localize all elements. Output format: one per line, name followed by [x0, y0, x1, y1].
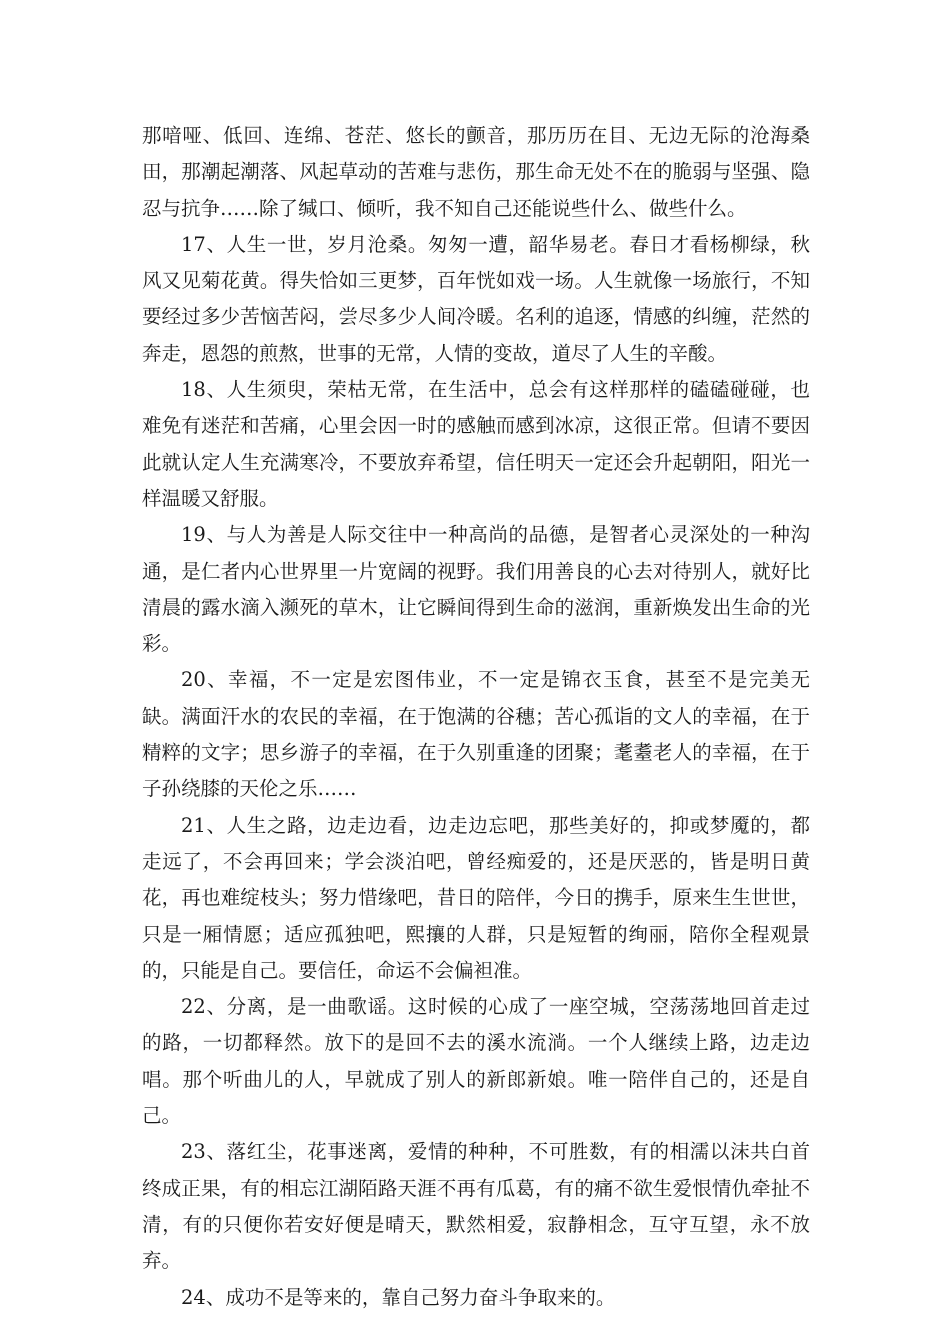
paragraph-21: 21、人生之路，边走边看，边走边忘吧，那些美好的，抑或梦魇的，都走远了，不会再回来；学会淡泊吧，曾经痴爱的，还是厌恶的，皆是明日黄花，再也难绽枝头；努力惜缘吧，昔日的陪伴，今日的携手，原来生生世世，只是一厢情愿；适应孤独吧，熙攘的人群，只是短暂的绚丽，陪你全程观景的，只能是自己。要信任，命运不会偏袒准。: [142, 813, 810, 982]
paragraph-20: 20、幸福，不一定是宏图伟业，不一定是锦衣玉食，甚至不是完美无缺。满面汗水的农民的幸福，在于饱满的谷穗；苦心孤诣的文人的幸福，在于精粹的文字；思乡游子的幸福，在于久别重逢的团聚；耄耋老人的幸福，在于子孙绕膝的天伦之乐……: [142, 668, 810, 801]
paragraph-19: 19、与人为善是人际交往中一种高尚的品德，是智者心灵深处的一种沟通，是仁者内心世界里一片宽阔的视野。我们用善良的心去对待别人，就好比清晨的露水滴入濒死的草木，让它瞬间得到生命的滋润，重新焕发出生命的光彩。: [142, 523, 810, 656]
paragraph-23: 23、落红尘，花事迷离，爱情的种种，不可胜数，有的相濡以沫共白首终成正果，有的相忘江湖陌路天涯不再有瓜葛，有的痛不欲生爱恨情仇牵扯不清，有的只便你若安好便是晴天，默然相爱，寂静相念，互守互望，永不放弃。: [142, 1140, 810, 1273]
paragraph-24: 24、成功不是等来的，靠自己努力奋斗争取来的。: [181, 1285, 616, 1309]
paragraph-17: 17、人生一世，岁月沧桑。匆匆一遭，韶华易老。春日才看杨柳绿，秋风又见菊花黄。得失恰如三更梦，百年恍如戏一场。人生就像一场旅行，不知要经过多少苦恼苦闷，尝尽多少人间冷暖。名利的追逐，情感的纠缠，茫然的奔走，恩怨的煎熬，世事的无常，人情的变故，道尽了人生的辛酸。: [142, 232, 810, 365]
document-body: [142, 118, 810, 1316]
paragraph-18: 18、人生须臾，荣枯无常，在生活中，总会有这样那样的磕磕碰碰，也难免有迷茫和苦痛，心里会因一时的感触而感到冰凉，这很正常。但请不要因此就认定人生充满寒冷，不要放弃希望，信任明天一定还会升起朝阳，阳光一样温暖又舒服。: [142, 378, 810, 510]
paragraph-22: 22、分离，是一曲歌谣。这时候的心成了一座空城，空荡荡地回首走过的路，一切都释然。放下的是回不去的溪水流淌。一个人继续上路，边走边唱。那个听曲儿的人，早就成了别人的新郎新娘。唯一陪伴自己的，还是自己。: [142, 995, 810, 1128]
paragraph-continuation: 那喑哑、低回、连绵、苍茫、悠长的颤音，那历历在目、无边无际的沧海桑田，那潮起潮落、风起草动的苦难与悲伤，那生命无处不在的脆弱与坚强、隐忍与抗争……除了缄口、倾听，我不知自己还能说些什么、做些什么。: [142, 124, 810, 220]
